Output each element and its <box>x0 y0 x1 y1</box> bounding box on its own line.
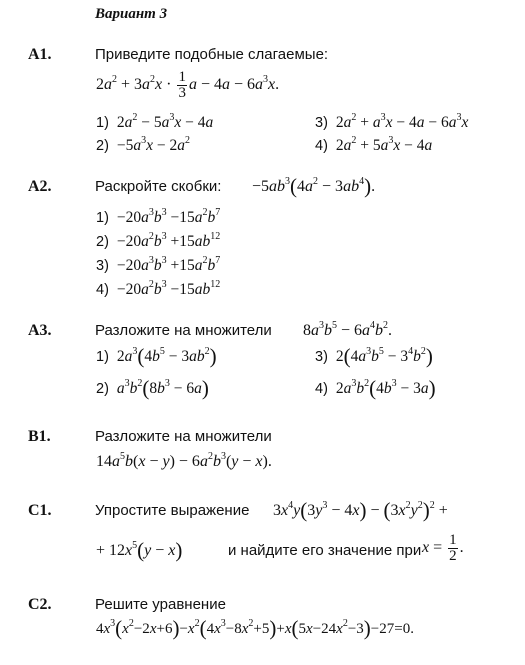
variant-title: Вариант 3 <box>95 6 168 22</box>
answer-option: 1) $2a^2 - 5a^3x - 4a$ <box>96 112 214 131</box>
answer-option: $2) -20a^2b^3 +15ab^{12}$ <box>96 231 221 250</box>
answer-option: $4) -20a^2b^3 -15ab^{12}$ <box>96 279 221 298</box>
fraction: $\frac{1}{3}$ <box>178 69 186 101</box>
task-prompt: Решите уравнение <box>95 596 226 613</box>
answer-option: $3) -20a^3b^3 +15a^2b^7$ <box>96 255 221 274</box>
task-expression: $8a^3b^5 - 6a^4b^2$. <box>303 320 393 339</box>
answer-option: $2) -5a^3x - 2a^2$ <box>96 135 191 154</box>
answer-option: 3) $2a^2 + a^3x - 4a - 6a^3x$ <box>315 112 469 131</box>
fraction: $\frac{1}{2}$ <box>449 532 457 564</box>
task-expression-cont: + $12x^5(y - x)$ <box>96 538 183 562</box>
task-prompt: Приведите подобные слагаемые: <box>95 46 329 63</box>
answer-option: 3) $2(4a^3b^5 - 3^4b^2)$ <box>315 344 433 368</box>
answer-option: $1) -20a^3b^3 -15a^2b^7$ <box>96 207 221 226</box>
task-expression: $-5ab^3(4a^2 - 3ab^4)$. <box>252 174 376 198</box>
task-prompt-cont: и найдите его значение при <box>228 542 422 559</box>
answer-option: 4) $2a^2 + 5a^3x - 4a$ <box>315 135 433 154</box>
task-prompt: Разложите на множители <box>95 322 272 339</box>
task-expression: $2a^2 + 3a^2x$ · $\frac{1}{3}$ $a - 4a - 6a^3x$. <box>96 69 280 101</box>
answer-option: 1) $2a^3(4b^5 - 3ab^2)$ <box>96 344 217 368</box>
task-number: В1. <box>28 428 51 445</box>
task-prompt: Упростите выражение <box>95 502 250 519</box>
task-expression: $4x^3(x^2-2x+6)-x^2(4x^3-8x^2+5)+x(5x-24x^2-3)-27=0$. <box>96 616 414 640</box>
answer-option: 2) $a^3b^2(8b^3 - 6a)$ <box>96 376 209 400</box>
task-prompt: Раскройте скобки: <box>95 178 222 195</box>
task-number: С1. <box>28 502 52 519</box>
task-number: С2. <box>28 596 52 613</box>
task-number: А3. <box>28 322 52 339</box>
task-expression: $3x^4y(3y^3 - 4x) - (3x^2y^2)^2$ + <box>273 498 448 522</box>
task-prompt: Разложите на множители <box>95 428 272 445</box>
task-number: А2. <box>28 178 52 195</box>
answer-option: 4) $2a^3b^2(4b^3 - 3a)$ <box>315 376 436 400</box>
task-value: x = $\frac{1}{2}$ . <box>422 532 464 564</box>
task-number: А1. <box>28 46 52 63</box>
task-expression: $14a^5b(x - y) - 6a^2b^3(y - x)$. <box>96 451 272 470</box>
